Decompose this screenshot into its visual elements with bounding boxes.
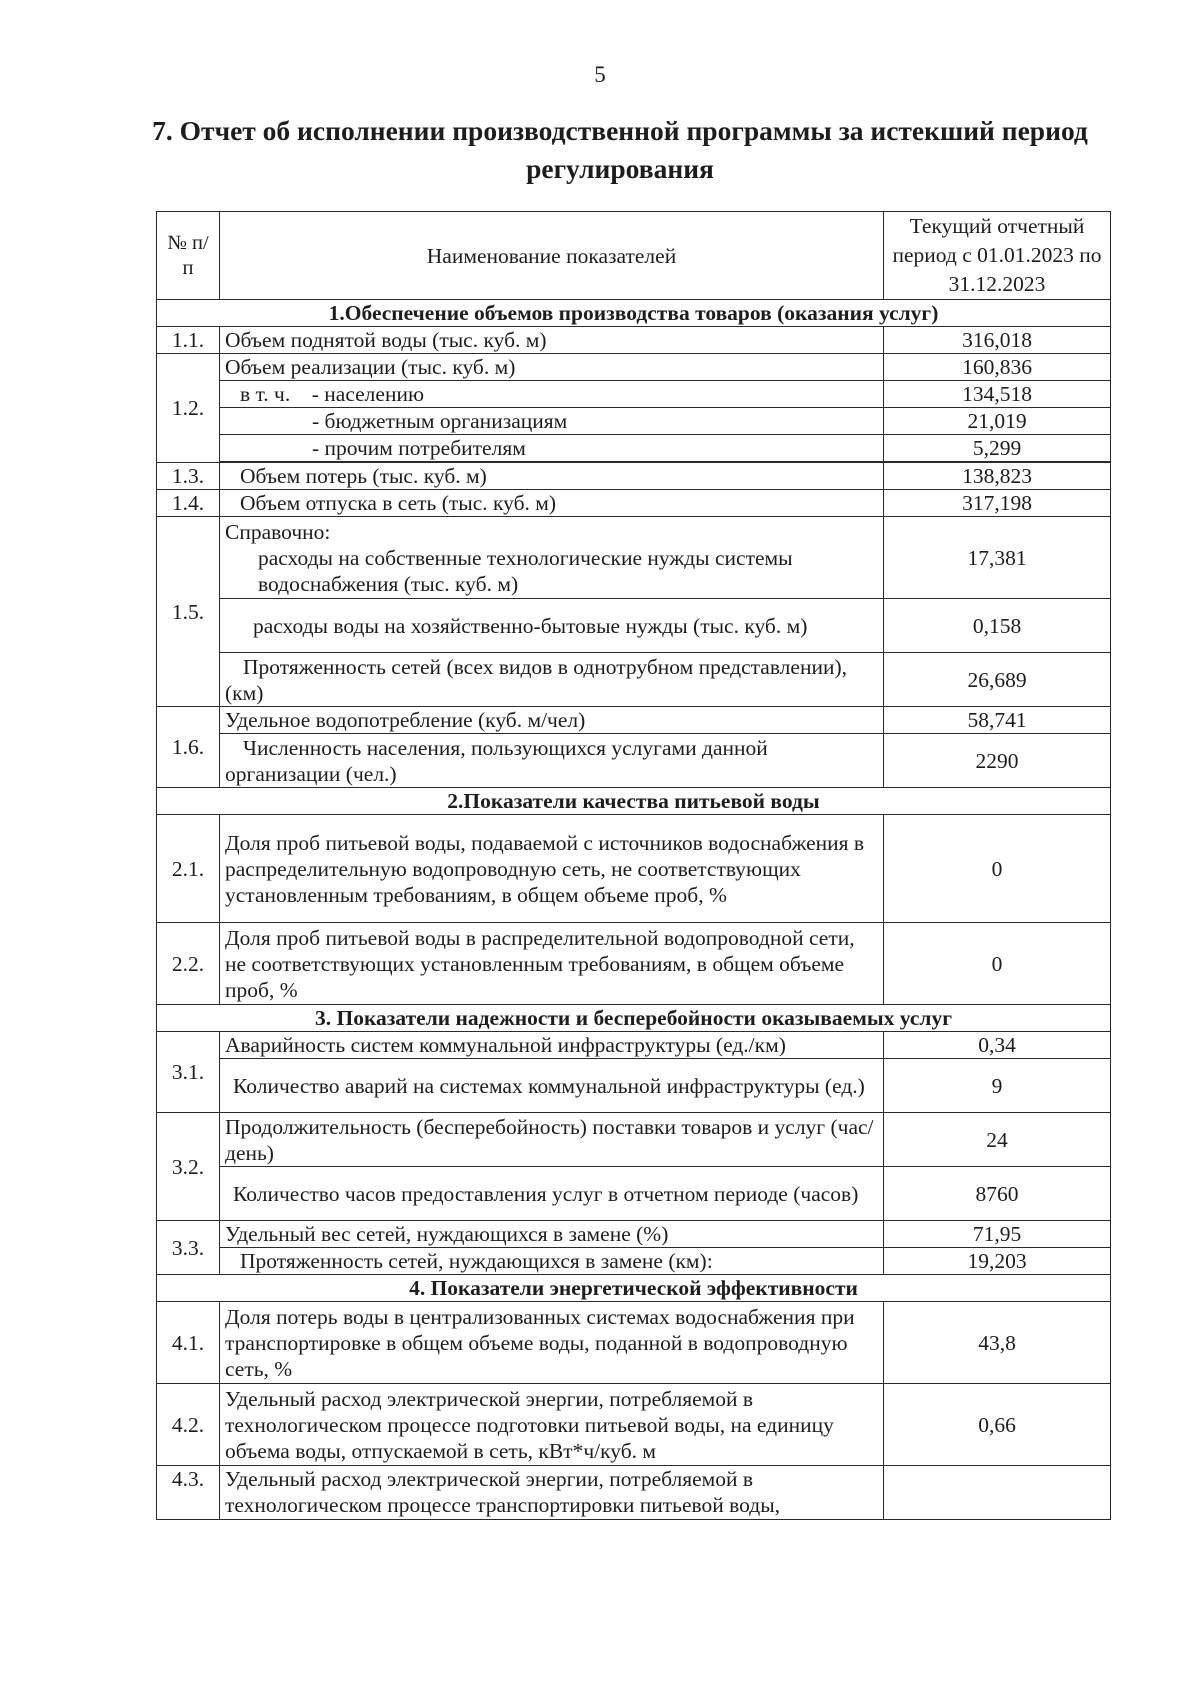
row-value: 317,198 bbox=[884, 490, 1111, 517]
row-value: 24 bbox=[884, 1113, 1111, 1167]
row-indicator bbox=[220, 381, 884, 408]
section-4-title: 4. Показатели энергетической эффективности bbox=[157, 1275, 1111, 1302]
row-indicator-text: Численность населения, пользующихся услугами данной организации (чел.) bbox=[225, 735, 768, 786]
row-value: 134,518 bbox=[884, 381, 1111, 408]
section-heading-row bbox=[157, 1005, 1111, 1032]
row-indicator: Объем реализации (тыс. куб. м) bbox=[220, 354, 884, 381]
row-indicator-text: расходы воды на хозяйственно-бытовые нужды (тыс. куб. м) bbox=[253, 613, 808, 638]
row-number: 3.2. bbox=[157, 1113, 220, 1221]
row-value: 19,203 bbox=[884, 1248, 1111, 1275]
row-indicator: Аварийность систем коммунальной инфраструктуры (ед./км) bbox=[220, 1032, 884, 1059]
table-row bbox=[157, 653, 1111, 707]
row-number: 1.4. bbox=[157, 490, 220, 517]
row-value bbox=[884, 1466, 1111, 1520]
row-value: 8760 bbox=[884, 1167, 1111, 1221]
row-indicator bbox=[220, 517, 884, 599]
row-indicator-text: Протяженность сетей (всех видов в однотрубном представлении), (км) bbox=[225, 654, 848, 705]
row-indicator-text: расходы на собственные технологические нужды системы водоснабжения (тыс. куб. м) bbox=[258, 545, 793, 596]
table-row bbox=[157, 490, 1111, 517]
table-row bbox=[157, 1113, 1111, 1167]
header-current-period: Текущий отчетный период с 01.01.2023 по 31.12.2023 bbox=[884, 212, 1111, 300]
table-row bbox=[157, 381, 1111, 408]
row-indicator-text: Количество аварий на системах коммунальной инфраструктуры (ед.) bbox=[233, 1073, 865, 1098]
row-indicator: Объем поднятой воды (тыс. куб. м) bbox=[220, 327, 884, 354]
table-row bbox=[157, 1167, 1111, 1221]
table-row bbox=[157, 354, 1111, 381]
row-number: 4.2. bbox=[157, 1384, 220, 1466]
row-indicator-text: Количество часов предоставления услуг в отчетном периоде (часов) bbox=[233, 1181, 859, 1206]
row-value: 138,823 bbox=[884, 463, 1111, 490]
row-indicator: Удельное водопотребление (куб. м/чел) bbox=[220, 707, 884, 734]
row-indicator bbox=[220, 734, 884, 788]
table-row bbox=[157, 707, 1111, 734]
row-value: 21,019 bbox=[884, 408, 1111, 435]
row-value: 0,66 bbox=[884, 1384, 1111, 1466]
table-row bbox=[157, 923, 1111, 1005]
table-row bbox=[157, 599, 1111, 653]
page-number: 5 bbox=[594, 62, 606, 87]
table-header-row bbox=[157, 212, 1111, 300]
table-row bbox=[157, 1032, 1111, 1059]
table-row bbox=[157, 1059, 1111, 1113]
row-value: 9 bbox=[884, 1059, 1111, 1113]
row-number: 4.3. bbox=[157, 1466, 220, 1520]
table-row bbox=[157, 1302, 1111, 1384]
row-indicator: Доля проб питьевой воды, подаваемой с источников водоснабжения в распределительную водопроводную сеть, не соответствующих установленным требованиям, в общем объеме проб, % bbox=[220, 815, 884, 923]
row-number: 1.5. bbox=[157, 517, 220, 707]
table-row bbox=[157, 517, 1111, 599]
table-row bbox=[157, 815, 1111, 923]
table-row bbox=[157, 463, 1111, 490]
row-value: 0 bbox=[884, 923, 1111, 1005]
table-row bbox=[157, 408, 1111, 435]
table-row bbox=[157, 1221, 1111, 1248]
section-2-title: 2.Показатели качества питьевой воды bbox=[157, 788, 1111, 815]
section-3-title: 3. Показатели надежности и бесперебойности оказываемых услуг bbox=[157, 1005, 1111, 1032]
row-value: 0,34 bbox=[884, 1032, 1111, 1059]
reference-label: Справочно: bbox=[225, 519, 331, 544]
row-indicator bbox=[220, 653, 884, 707]
table-row bbox=[157, 327, 1111, 354]
section-heading-row bbox=[157, 1275, 1111, 1302]
row-indicator: Удельный вес сетей, нуждающихся в замене (%) bbox=[220, 1221, 884, 1248]
row-number: 3.3. bbox=[157, 1221, 220, 1275]
section-1-title: 1.Обеспечение объемов производства товаров (оказания услуг) bbox=[157, 300, 1111, 327]
row-indicator: Протяженность сетей, нуждающихся в замене (км): bbox=[220, 1248, 884, 1275]
row-value: 0 bbox=[884, 815, 1111, 923]
table-row bbox=[157, 734, 1111, 788]
header-number: № п/п bbox=[157, 212, 220, 300]
row-indicator bbox=[220, 1059, 884, 1113]
row-value: 71,95 bbox=[884, 1221, 1111, 1248]
table-row bbox=[157, 1384, 1111, 1466]
row-number: 2.1. bbox=[157, 815, 220, 923]
row-indicator: Объем отпуска в сеть (тыс. куб. м) bbox=[220, 490, 884, 517]
row-number: 3.1. bbox=[157, 1032, 220, 1113]
document-title: 7. Отчет об исполнении производственной программы за истекший период регулирования bbox=[152, 115, 1088, 184]
row-number: 1.2. bbox=[157, 354, 220, 463]
row-indicator bbox=[220, 599, 884, 653]
row-number: 1.1. bbox=[157, 327, 220, 354]
row-prefix: в т. ч. bbox=[240, 382, 291, 406]
row-indicator: Удельный расход электрической энергии, потребляемой в технологическом процессе подготовки питьевой воды, на единицу объема воды, отпускаемой в сеть, кВт*ч/куб. м bbox=[220, 1384, 884, 1466]
header-indicator-name: Наименование показателей bbox=[220, 212, 884, 300]
section-heading-row bbox=[157, 788, 1111, 815]
production-program-report-table bbox=[156, 211, 1111, 1520]
section-heading-row bbox=[157, 300, 1111, 327]
row-indicator-text: - населению bbox=[311, 382, 425, 406]
row-indicator: Продолжительность (бесперебойность) поставки товаров и услуг (час/день) bbox=[220, 1113, 884, 1167]
row-value: 17,381 bbox=[884, 517, 1111, 599]
row-indicator: Удельный расход электрической энергии, потребляемой в технологическом процессе транспортировки питьевой воды, bbox=[220, 1466, 884, 1520]
row-value: 26,689 bbox=[884, 653, 1111, 707]
row-value: 316,018 bbox=[884, 327, 1111, 354]
row-indicator: Объем потерь (тыс. куб. м) bbox=[220, 463, 884, 490]
row-indicator: - бюджетным организациям bbox=[220, 408, 884, 435]
table-row bbox=[157, 1248, 1111, 1275]
row-indicator: Доля потерь воды в централизованных системах водоснабжения при транспортировке в общем объеме воды, поданной в водопроводную сеть, % bbox=[220, 1302, 884, 1384]
table-row bbox=[157, 1466, 1111, 1520]
row-indicator bbox=[220, 1167, 884, 1221]
row-value: 5,299 bbox=[884, 435, 1111, 462]
table-row bbox=[157, 435, 1111, 462]
row-number: 1.3. bbox=[157, 463, 220, 490]
row-number: 1.6. bbox=[157, 707, 220, 788]
row-number: 4.1. bbox=[157, 1302, 220, 1384]
row-value: 160,836 bbox=[884, 354, 1111, 381]
row-value: 0,158 bbox=[884, 599, 1111, 653]
row-number: 2.2. bbox=[157, 923, 220, 1005]
row-indicator: - прочим потребителям bbox=[220, 435, 884, 462]
row-value: 2290 bbox=[884, 734, 1111, 788]
row-value: 58,741 bbox=[884, 707, 1111, 734]
row-value: 43,8 bbox=[884, 1302, 1111, 1384]
row-indicator: Доля проб питьевой воды в распределительной водопроводной сети, не соответствующих установленным требованиям, в общем объеме проб, % bbox=[220, 923, 884, 1005]
